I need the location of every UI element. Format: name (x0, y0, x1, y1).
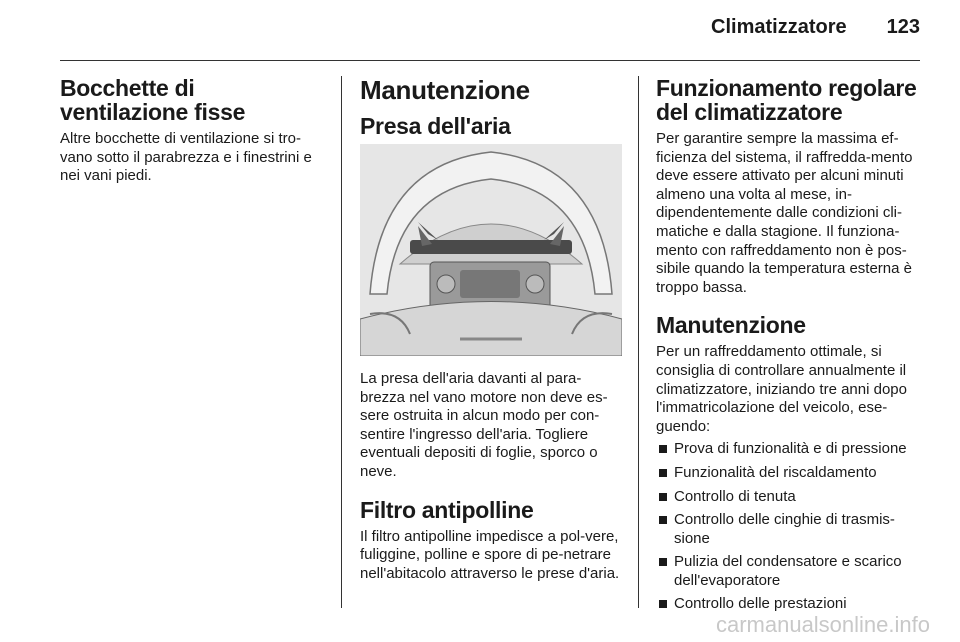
column-3 (656, 76, 926, 619)
list-item: Funzionalità del riscaldamento (656, 464, 926, 483)
list-item: Pulizia del condensatore e scarico dell'evaporatore (656, 553, 926, 590)
page-header (711, 16, 920, 39)
header-rule (60, 60, 920, 61)
paragraph-pollen-filter: Il filtro antipolline impedisce a pol-vere, fuliggine, polline e spore di pe-netrare nell'abitacolo attraverso le prese d'aria. (360, 527, 620, 582)
paragraph-fixed-vents: Altre bocchette di ventilazione si tro-vano sotto il parabrezza e i finestrini e nei vani piedi. (60, 130, 312, 185)
column-divider-1 (341, 76, 342, 608)
list-item: Controllo di tenuta (656, 488, 926, 507)
watermark: carmanualsonline.info (715, 612, 930, 637)
bullet-square-icon (659, 445, 667, 453)
checklist (656, 440, 926, 614)
paragraph-maintenance: Per un raffreddamento ottimale, si consiglia di controllare annualmente il climatizzatore, iniziando tre anni dopo l'immatricolazione del veicolo, ese-guendo: (656, 343, 907, 435)
car-engine-bay-photo (360, 144, 622, 356)
page-number: 123 (886, 16, 920, 38)
bullet-square-icon (659, 493, 667, 501)
column-1 (60, 76, 322, 186)
bullet-square-icon (659, 469, 667, 477)
column-divider-2 (638, 76, 639, 608)
heading-regular-operation: Funzionamento regolare del climatizzatore (656, 75, 917, 125)
bullet-square-icon (659, 558, 667, 566)
column-2 (360, 76, 622, 583)
bullet-square-icon (659, 516, 667, 524)
list-item: Prova di funzionalità e di pressione (656, 440, 926, 459)
paragraph-air-intake: La presa dell'aria davanti al para-brezza nel vano motore non deve es-sere ostruita in alcun modo per con-sentire l'ingresso dell'aria. Togliere eventuali depositi di foglie, sporco o neve. (360, 370, 608, 480)
paragraph-regular-operation: Per garantire sempre la massima ef-ficienza del sistema, il raffredda-mento deve essere attivato per alcuni minuti almeno una volta al mese, in-dipendentemente dalle condizioni cli-matiche e dalla stagione. Il funziona-mento con raffreddamento non è pos-sibile quando la temperatura esterna è troppo bassa. (656, 130, 913, 296)
list-item: Controllo delle prestazioni (656, 595, 926, 614)
heading-maintenance: Manutenzione (360, 75, 530, 105)
heading-maintenance-2: Manutenzione (656, 312, 806, 339)
bullet-square-icon (659, 600, 667, 608)
heading-fixed-vents: Bocchette di ventilazione fisse (60, 75, 246, 125)
section-title: Climatizzatore (711, 16, 847, 38)
list-item: Controllo delle cinghie di trasmis-sione (656, 511, 926, 548)
subheading-air-intake: Presa dell'aria (360, 113, 511, 139)
subheading-pollen-filter: Filtro antipolline (360, 496, 534, 523)
